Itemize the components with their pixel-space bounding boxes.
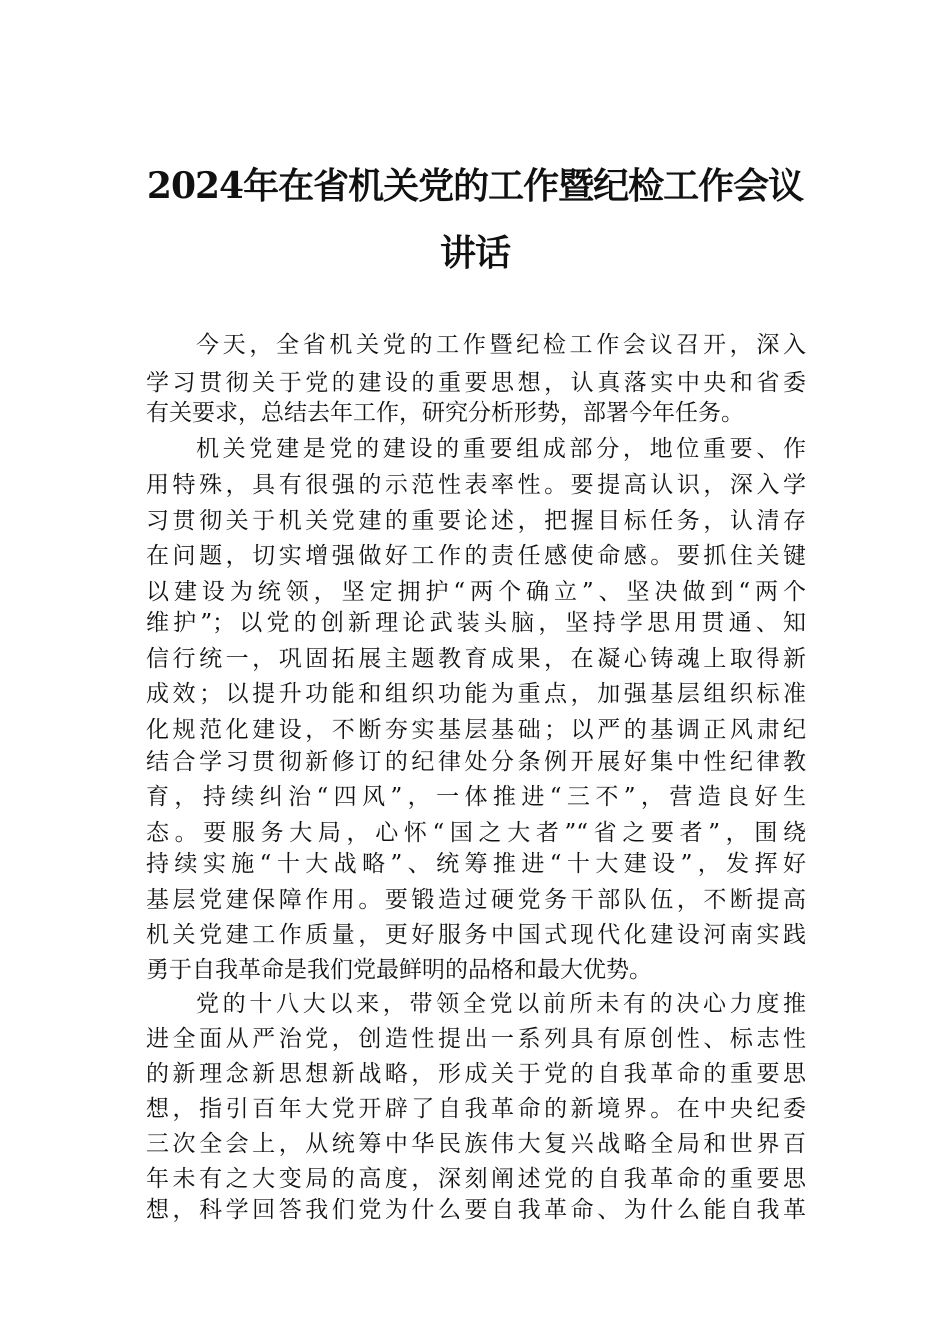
- paragraph-3-line: 进全面从严治党，创造性提出一系列具有原创性、标志性: [146, 1026, 806, 1052]
- paragraph-3-line: 的新理念新思想新战略，形成关于党的自我革命的重要思: [146, 1061, 806, 1087]
- paragraph-1-line: 学习贯彻关于党的建设的重要思想，认真落实中央和省委: [146, 370, 806, 396]
- paragraph-2-line: 用特殊，具有很强的示范性表率性。要提高认识，深入学: [146, 472, 806, 498]
- paragraph-3-line: 党的十八大以来，带领全党以前所未有的决心力度推: [196, 991, 806, 1017]
- paragraph-1-line: 有关要求，总结去年工作，研究分析形势，部署今年任务。: [146, 400, 744, 426]
- paragraph-2-line: 态。要服务大局，心怀“国之大者”“省之要者”，围绕: [146, 820, 806, 846]
- paragraph-2-line: 化规范化建设，不断夯实基层基础；以严的基调正风肃纪: [146, 717, 806, 743]
- document-title-line-1: 2024年在省机关党的工作暨纪检工作会议: [146, 165, 804, 207]
- paragraph-2-line: 以建设为统领，坚定拥护“两个确立”、坚决做到“两个: [146, 579, 806, 605]
- document-title-line-2: 讲话: [439, 232, 510, 274]
- paragraph-2-line: 习贯彻关于机关党建的重要论述，把握目标任务，认清存: [146, 508, 806, 534]
- paragraph-2-line: 信行统一，巩固拓展主题教育成果，在凝心铸魂上取得新: [146, 646, 806, 672]
- paragraph-2-line: 机关党建工作质量，更好服务中国式现代化建设河南实践: [146, 922, 806, 948]
- paragraph-2-line: 在问题，切实增强做好工作的责任感使命感。要抓住关键: [146, 543, 806, 569]
- paragraph-2-line: 维护”；以党的创新理论武装头脑，坚持学思用贯通、知: [146, 610, 806, 636]
- paragraph-2-line: 勇于自我革命是我们党最鲜明的品格和最大优势。: [146, 957, 652, 983]
- paragraph-2-line: 结合学习贯彻新修订的纪律处分条例开展好集中性纪律教: [146, 749, 806, 775]
- paragraph-1-line: 今天，全省机关党的工作暨纪检工作会议召开，深入: [196, 332, 806, 358]
- paragraph-3-line: 想，科学回答我们党为什么要自我革命、为什么能自我革: [146, 1197, 806, 1223]
- paragraph-3-line: 年未有之大变局的高度，深刻阐述党的自我革命的重要思: [146, 1166, 806, 1192]
- paragraph-2-line: 持续实施“十大战略”、统筹推进“十大建设”，发挥好: [146, 851, 806, 877]
- paragraph-2-line: 基层党建保障作用。要锻造过硬党务干部队伍，不断提高: [146, 887, 806, 913]
- paragraph-2-line: 成效；以提升功能和组织功能为重点，加强基层组织标准: [146, 681, 806, 707]
- paragraph-2-line: 机关党建是党的建设的重要组成部分，地位重要、作: [196, 436, 806, 462]
- paragraph-3-line: 三次全会上，从统筹中华民族伟大复兴战略全局和世界百: [146, 1131, 806, 1157]
- paragraph-3-line: 想，指引百年大党开辟了自我革命的新境界。在中央纪委: [146, 1096, 806, 1122]
- paragraph-2-line: 育，持续纠治“四风”，一体推进“三不”，营造良好生: [146, 784, 806, 810]
